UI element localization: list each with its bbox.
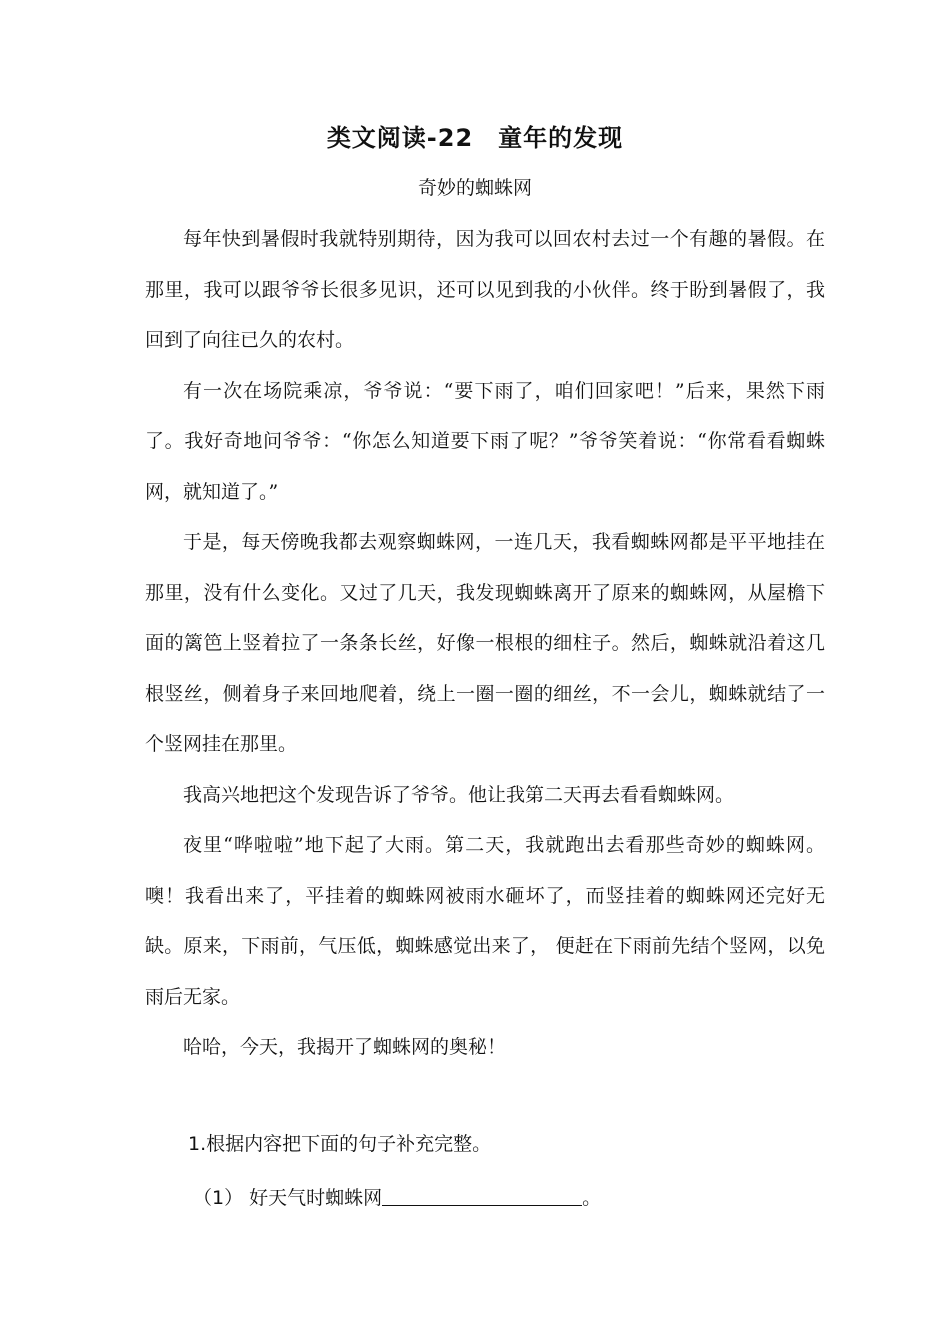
paragraph-6: 哈哈，今天，我揭开了蜘蛛网的奥秘！	[183, 1036, 507, 1058]
paragraph-2: 有一次在场院乘凉，爷爷说：“要下雨了，咱们回家吧！”后来，果然下雨了。我好奇地问爷爷：“你怎么知道要下雨了呢？”爷爷笑着说：“你常看看蜘蛛网，就知道了。”	[145, 379, 825, 503]
question-1-sub-1	[193, 1178, 601, 1218]
paragraph-1: 每年快到暑假时我就特别期待，因为我可以回农村去过一个有趣的暑假。在那里，我可以跟爷爷长很多见识，还可以见到我的小伙伴。终于盼到暑假了，我回到了向往已久的农村。	[145, 228, 825, 351]
paragraph-4: 我高兴地把这个发现告诉了爷爷。他让我第二天再去看看蜘蛛网。	[183, 783, 735, 806]
sub-question-suffix: 。	[582, 1187, 602, 1209]
article-subtitle: 奇妙的蜘蛛网	[417, 177, 532, 199]
answer-blank[interactable]	[382, 1181, 582, 1206]
sub-question-prefix: （1） 好天气时蜘蛛网	[193, 1187, 383, 1209]
paragraph-3: 于是，每天傍晚我都去观察蜘蛛网，一连几天，我看蜘蛛网都是平平地挂在那里，没有什么变化。又过了几天，我发现蜘蛛离开了原来的蜘蛛网，从屋檐下面的篱笆上竖着拉了一条条长丝，好像一根根的细柱子。然后，蜘蛛就沿着这几根竖丝，侧着身子来回地爬着，绕上一圈一圈的细丝，不一会儿，蜘蛛就结了一个竖网挂在那里。	[145, 531, 825, 755]
article-body	[145, 214, 825, 1073]
paragraph-5: 夜里“哗啦啦”地下起了大雨。第二天，我就跑出去看那些奇妙的蜘蛛网。噢！我看出来了，平挂着的蜘蛛网被雨水砸坏了，而竖挂着的蜘蛛网还完好无缺。原来，下雨前，气压低，蜘蛛感觉出来了， 便赶在下雨前先结个竖网，以免雨后无家。	[145, 834, 825, 1008]
question-1: 1.根据内容把下面的句子补充完整。	[188, 1133, 492, 1155]
page-title: 类文阅读-22 童年的发现	[326, 124, 624, 152]
